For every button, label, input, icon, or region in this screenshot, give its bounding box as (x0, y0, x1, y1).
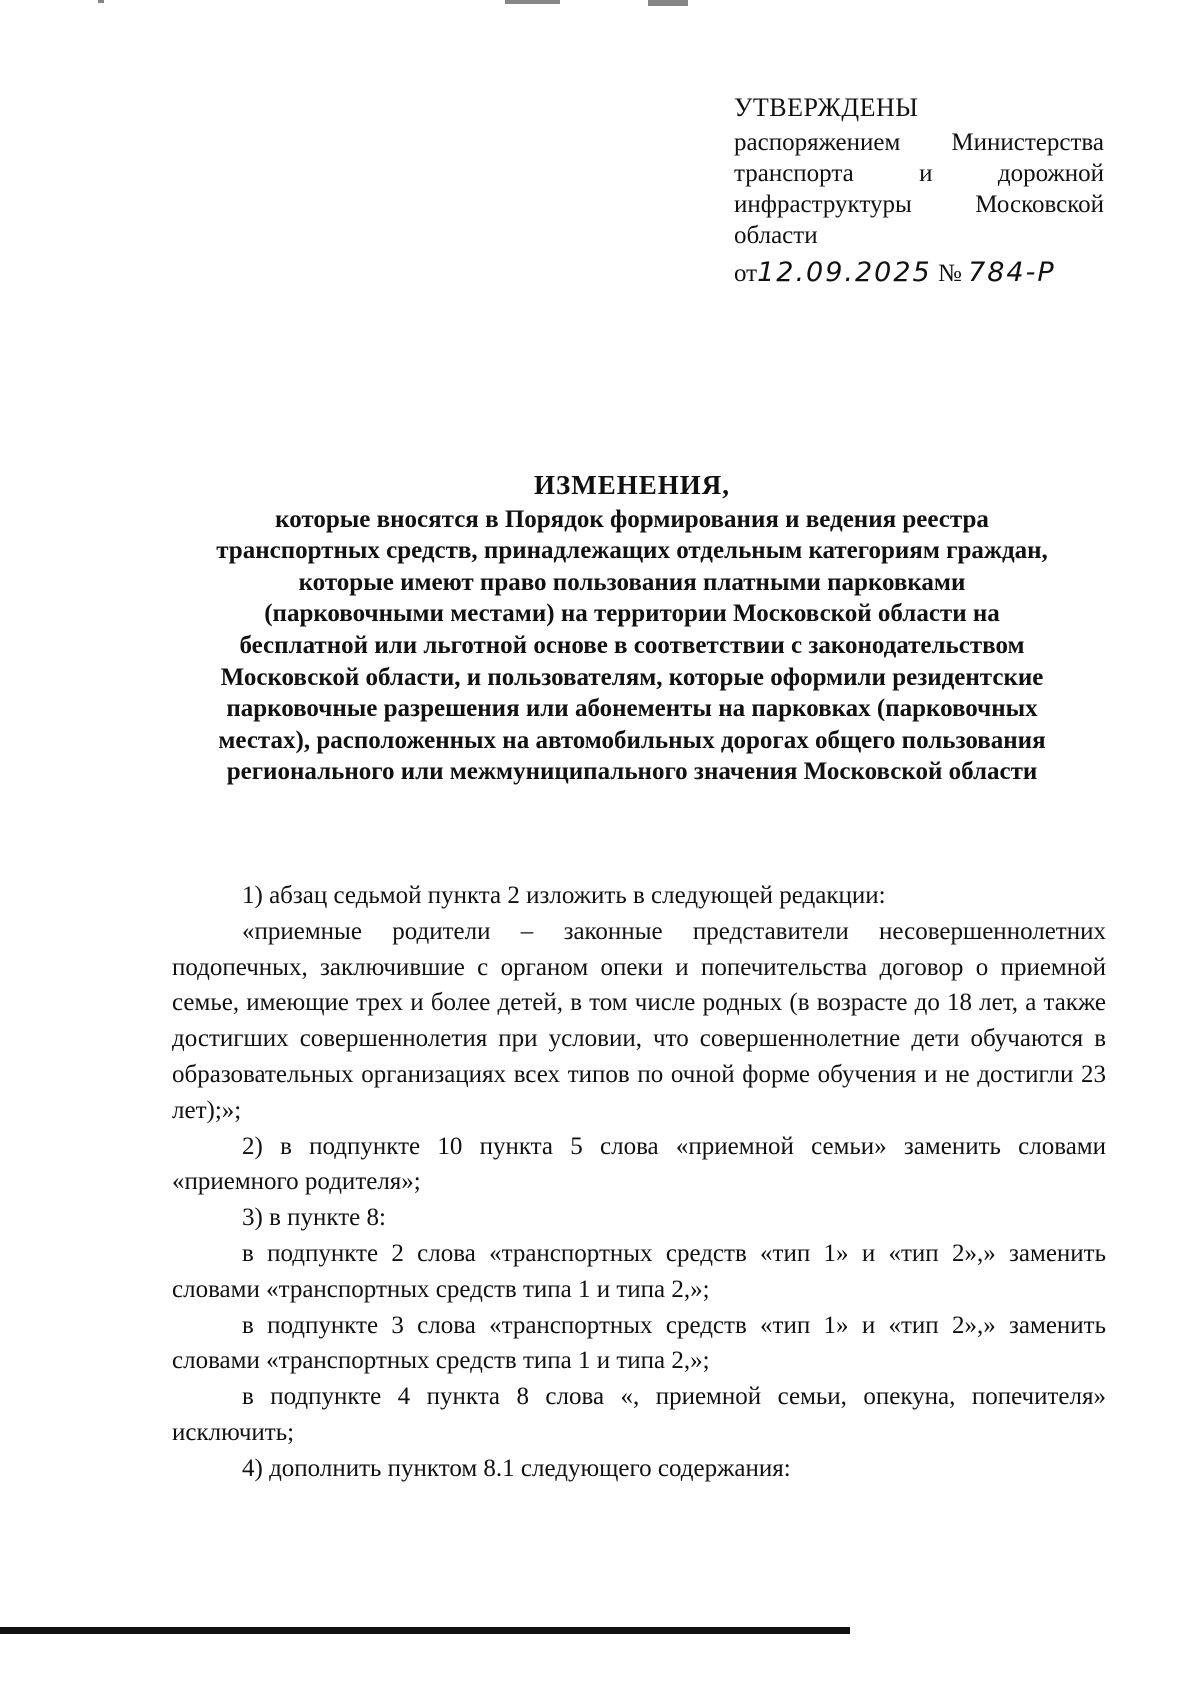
document-body (172, 878, 1106, 1487)
approval-line: инфраструктуры Московской (734, 191, 1104, 218)
handwritten-date: 12.09.2025 (757, 257, 932, 288)
title-line: которые имеют право пользования платными парковками (298, 568, 966, 596)
scan-artifact-top-center-2 (648, 0, 688, 6)
title-line: Московской области, и пользователям, которые оформили резидентские (220, 663, 1044, 691)
body-paragraph: 1) абзац седьмой пункта 2 изложить в следующей редакции: (242, 882, 886, 909)
title-line: транспортных средств, принадлежащих отдельным категориям граждан, (216, 537, 1048, 565)
title-line: которые вносятся в Порядок формирования и ведения реестра (275, 505, 989, 533)
body-paragraph: «приемные родители – законные представители несовершеннолетних подопечных, заключившие с органом опеки и попечительства договор о приемной семье, имеющие трех и более детей, в том числе родных (в возрасте до 18 лет, а также достигших совершеннолетия при условии, что совершеннолетние дети обучаются в образовательных организациях всех типов по очной форме обучения и не достигли 23 лет);»; (172, 917, 1106, 1124)
body-paragraph: 2) в подпункте 10 пункта 5 слова «приемной семьи» заменить словами «приемного родителя»; (172, 1132, 1106, 1196)
approval-line: транспорта и дорожной (734, 160, 1104, 187)
approval-number-line (734, 257, 1104, 289)
title-line: бесплатной или льготной основе в соответствии с законодательством (239, 631, 1025, 659)
body-paragraph: в подпункте 2 слова «транспортных средств «тип 1» и «тип 2»,» заменить словами «транспортных средств типа 1 и типа 2,»; (172, 1239, 1106, 1303)
approval-line: области (734, 222, 818, 249)
approval-line: распоряжением Министерства (734, 129, 1104, 156)
page-bottom-rule (0, 1627, 850, 1634)
document-title (150, 470, 1114, 788)
title-line: местах), расположенных на автомобильных дорогах общего пользования (218, 726, 1046, 754)
body-paragraph: в подпункте 4 пункта 8 слова «, приемной семьи, опекуна, попечителя» исключить; (172, 1383, 1106, 1446)
scan-artifact-top-left (98, 0, 104, 3)
approval-block (734, 92, 1104, 289)
title-line: (парковочными местами) на территории Московской области на (264, 600, 1000, 628)
approval-number-sign: № (937, 260, 962, 287)
approval-number-prefix: от (734, 260, 758, 287)
body-paragraph: 4) дополнить пунктом 8.1 следующего содержания: (242, 1454, 791, 1482)
scan-artifact-top-center (505, 0, 560, 4)
title-line: регионального или межмуниципального значения Московской области (226, 758, 1038, 786)
approval-heading: УТВЕРЖДЕНЫ (734, 93, 919, 122)
handwritten-number: 784-Р (968, 257, 1056, 288)
body-paragraph: в подпункте 3 слова «транспортных средств «тип 1» и «тип 2»,» заменить словами «транспортных средств типа 1 и типа 2,»; (172, 1311, 1106, 1375)
title-line: парковочные разрешения или абонементы на парковках (парковочных (226, 695, 1038, 723)
body-paragraph: 3) в пункте 8: (242, 1204, 386, 1232)
document-title-main: ИЗМЕНЕНИЯ, (533, 470, 730, 500)
